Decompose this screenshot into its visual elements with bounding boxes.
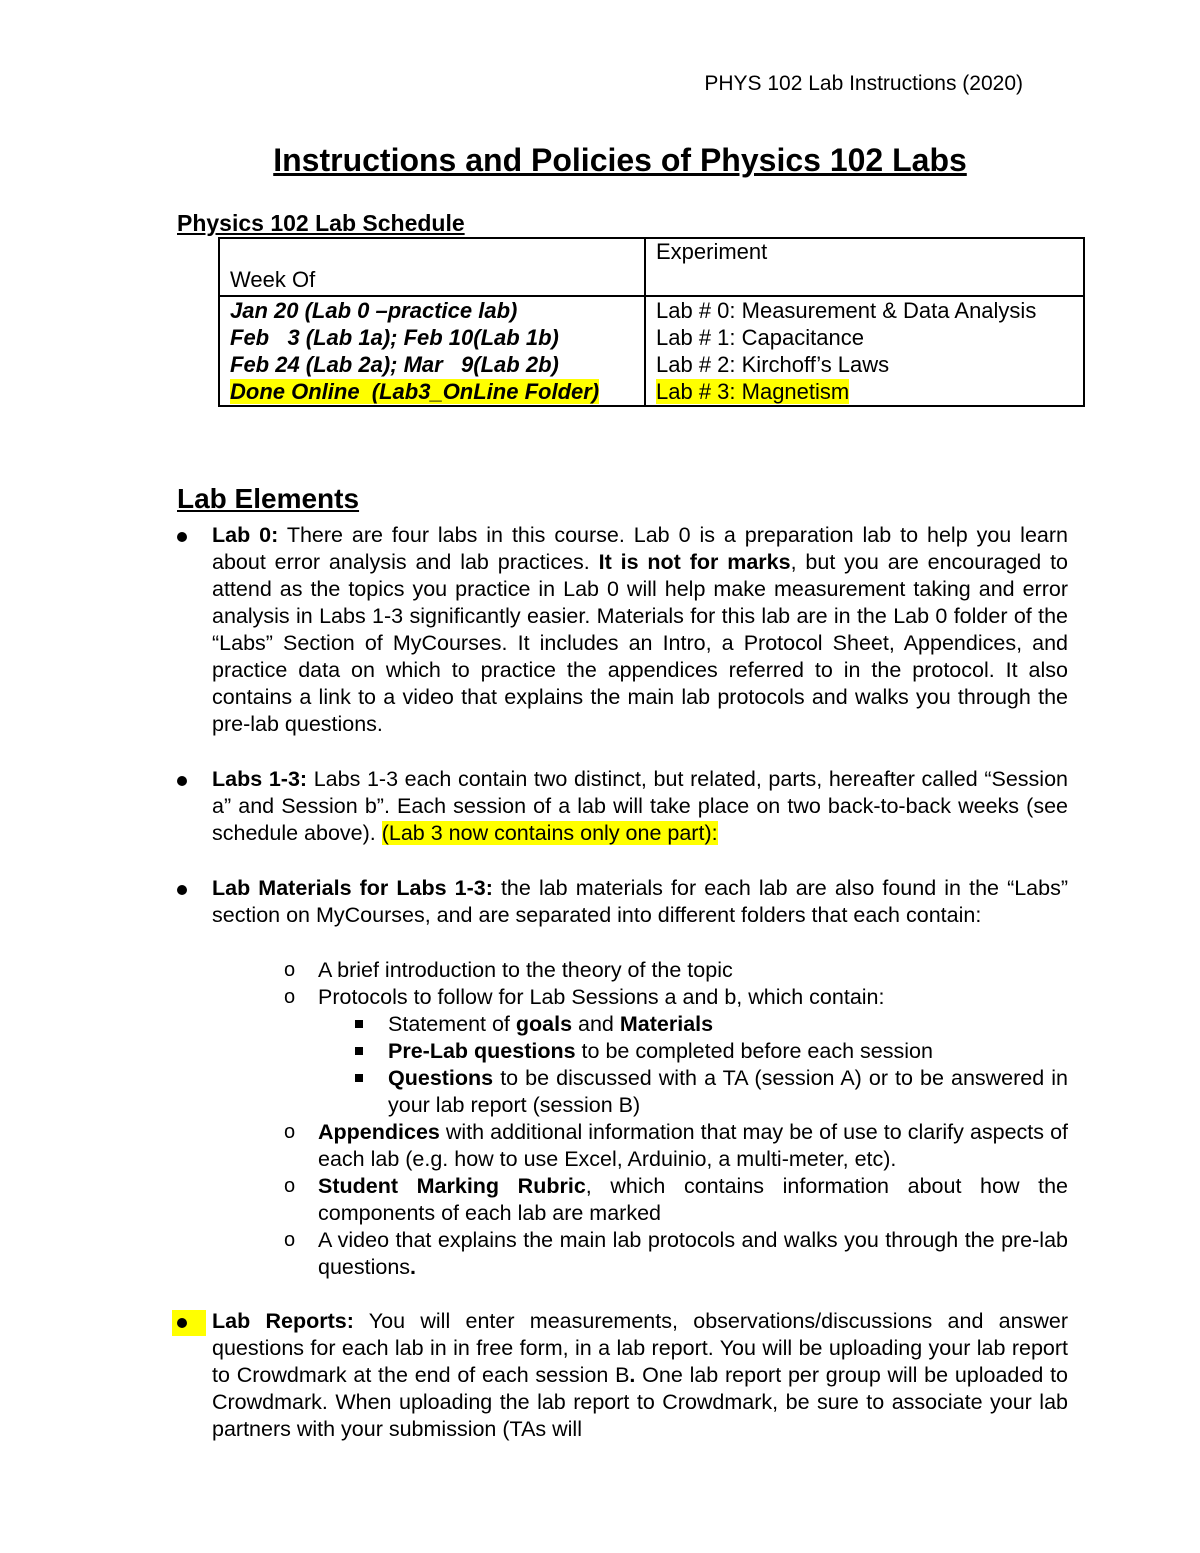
experiment-row-3: Lab # 3: Magnetism xyxy=(656,379,850,404)
schedule-header-row xyxy=(219,238,1084,296)
circle-bullet-icon: o xyxy=(284,1121,296,1143)
experiment-row-2: Lab # 2: Kirchoff’s Laws xyxy=(656,352,890,377)
sub-video: A video that explains the main lab protocols and walks you through the pre-lab questions. xyxy=(318,1228,1068,1279)
bullet-icon xyxy=(177,885,187,895)
bullet-icon xyxy=(177,776,187,786)
lab0-paragraph: Lab 0: There are four labs in this course. Lab 0 is a preparation lab to help you learn about error analysis and lab practices. It is not for marks, but you are encouraged to attend as the topics you practice in Lab 0 will help make measurement taking and error analysis in Labs 1-3 significantly easier. Materials for this lab are in the Lab 0 folder of the “Labs” Section of MyCourses. It includes an Intro, a Protocol Sheet, Appendices, and practice data on which to practice the appendices referred to in the protocol. It also contains a link to a video that explains the main lab protocols and walks you through the pre-lab questions. xyxy=(212,523,1069,736)
sub-appendices: Appendices with additional information that may be of use to clarify aspects of each lab (e.g. how to use Excel, Arduinio, a multi-meter, etc). xyxy=(318,1120,1068,1171)
header-experiment-cell xyxy=(645,238,1084,296)
reports-paragraph: Lab Reports: You will enter measurements, observations/discussions and answer questions for each lab in in free form, in a lab report. You will be uploading your lab report to Crowdmark at the end of each session B. One lab report per group will be uploaded to Crowdmark. When uploading the lab report to Crowdmark, be sure to associate your lab partners with your submission (TAs will xyxy=(212,1309,1069,1441)
labs13-highlight: (Lab 3 now contains only one part): xyxy=(381,821,718,845)
square-bullet-icon xyxy=(355,1047,363,1055)
schedule-heading: Physics 102 Lab Schedule xyxy=(177,210,465,236)
sub-goals: Statement of goals and Materials xyxy=(388,1012,714,1036)
week-row-3: Done Online (Lab3_OnLine Folder) xyxy=(230,379,600,404)
experiment-row-0: Lab # 0: Measurement & Data Analysis xyxy=(656,298,1037,323)
sub-rubric: Student Marking Rubric, which contains information about how the components of each lab are marked xyxy=(318,1174,1068,1225)
week-row-2: Feb 24 (Lab 2a); Mar 9(Lab 2b) xyxy=(230,352,559,377)
materials-paragraph: Lab Materials for Labs 1-3: the lab materials for each lab are also found in the “Labs” section on MyCourses, and are separated into different folders that each contain: xyxy=(212,876,1069,927)
materials-label: Lab Materials for Labs 1-3: xyxy=(212,876,493,900)
sub-intro: A brief introduction to the theory of the topic xyxy=(318,958,733,982)
circle-bullet-icon: o xyxy=(284,1229,296,1251)
sub-prelab: Pre-Lab questions to be completed before each session xyxy=(388,1039,933,1063)
week-row-0: Jan 20 (Lab 0 –practice lab) xyxy=(230,298,518,323)
running-header: PHYS 102 Lab Instructions (2020) xyxy=(704,72,1023,95)
header-week-label: Week Of xyxy=(230,267,316,292)
labs13-paragraph: Labs 1-3: Labs 1-3 each contain two distinct, but related, parts, hereafter called “Session a” and Session b”. Each session of a lab will take place on two back-to-back weeks (see schedule above). (Lab 3 now contains only one part): xyxy=(212,767,1069,845)
lab0-label: Lab 0: xyxy=(212,523,279,547)
circle-bullet-icon: o xyxy=(284,1175,296,1197)
circle-bullet-icon: o xyxy=(284,959,296,981)
week-cell xyxy=(219,296,645,406)
schedule-table xyxy=(218,237,1085,407)
bullet-icon xyxy=(177,1318,187,1328)
experiment-row-1: Lab # 1: Capacitance xyxy=(656,325,864,350)
sub-questions: Questions to be discussed with a TA (session A) or to be answered in your lab report (session B) xyxy=(388,1066,1068,1117)
labs13-label: Labs 1-3: xyxy=(212,767,308,791)
experiment-cell xyxy=(645,296,1084,406)
square-bullet-icon xyxy=(355,1020,363,1028)
week-row-1: Feb 3 (Lab 1a); Feb 10(Lab 1b) xyxy=(230,325,559,350)
header-experiment-label: Experiment xyxy=(656,239,768,264)
circle-bullet-icon: o xyxy=(284,986,296,1008)
sub-protocols: Protocols to follow for Lab Sessions a and b, which contain: xyxy=(318,985,885,1009)
square-bullet-icon xyxy=(355,1074,363,1082)
page-title: Instructions and Policies of Physics 102 Labs xyxy=(273,142,967,178)
lab-elements-heading: Lab Elements xyxy=(177,483,360,514)
schedule-body-row xyxy=(219,296,1084,406)
bullet-icon xyxy=(177,532,187,542)
header-week-cell xyxy=(219,238,645,296)
reports-label: Lab Reports: xyxy=(212,1309,354,1333)
